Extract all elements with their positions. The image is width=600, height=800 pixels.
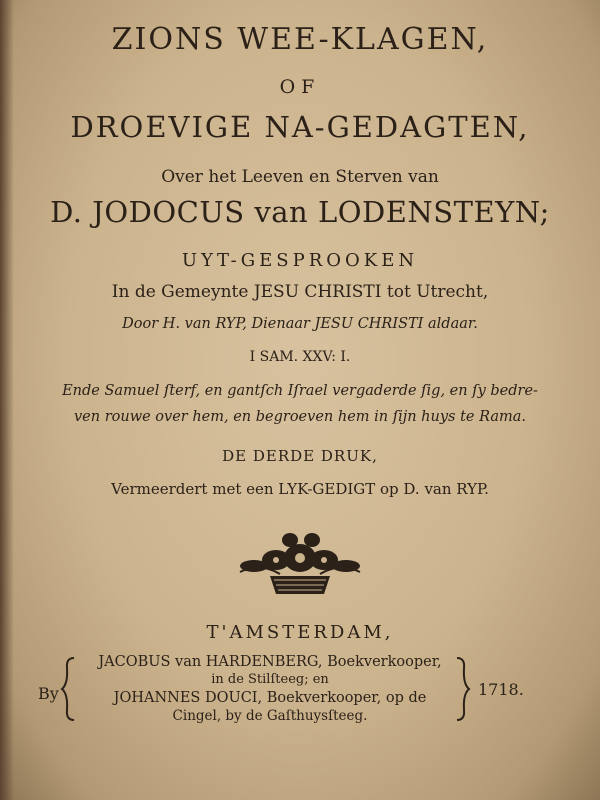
subtitle: Over het Leeven en Sterven van: [161, 167, 439, 187]
flower-basket-icon: [230, 528, 370, 600]
right-brace-icon: [453, 656, 471, 722]
epigraph-reference: I SAM. XXV: I.: [249, 349, 351, 365]
publication-year: 1718.: [478, 680, 524, 699]
imprint-place: T'AMSTERDAM,: [206, 622, 394, 643]
epigraph-line-1: Ende Samuel ſterf, en gantſch Iſrael vergaderde ſig, en ſy bedre-: [62, 383, 538, 399]
edition-augmented: Vermeerdert met een LYK-GEDIGT op D. van RYP.: [111, 480, 489, 498]
main-title: ZIONS WEE-KLAGEN,: [111, 22, 489, 57]
imprint-by: By: [38, 684, 59, 703]
author-line: Door H. van RYP, Dienaar JESU CHRISTI aldaar.: [122, 316, 478, 332]
spoken-label: UYT-GESPROOKEN: [181, 250, 419, 271]
congregation-line: In de Gemeynte JESU CHRISTI tot Utrecht,: [111, 282, 489, 302]
title-conjunction: OF: [279, 76, 321, 98]
epigraph-line-2: ven rouwe over hem, en begroeven hem in ſijn huys te Rama.: [73, 409, 527, 425]
subject-name: D. JODOCUS van LODENSTEYN;: [50, 195, 550, 229]
edition-label: DE DERDE DRUK,: [222, 447, 378, 465]
printer-2-address: Cingel, by de Gaſthuysſteeg.: [172, 708, 368, 724]
printer-1: JACOBUS van HARDENBERG, Boekverkooper,: [98, 654, 442, 670]
printer-2: JOHANNES DOUCI, Boekverkooper, op de: [113, 690, 427, 706]
secondary-title: DROEVIGE NA-GEDAGTEN,: [70, 110, 530, 144]
printer-1-address: in de Stilſteeg; en: [211, 672, 329, 687]
imprint-block: [0, 650, 600, 740]
left-brace-icon: [60, 656, 78, 722]
